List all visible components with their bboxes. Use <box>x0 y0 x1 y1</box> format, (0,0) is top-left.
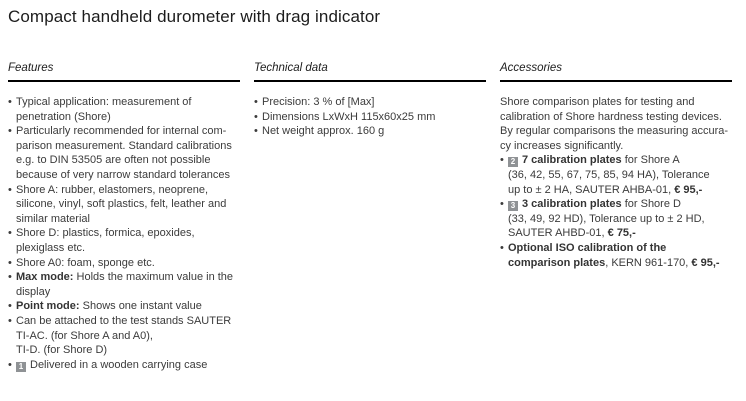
text-line <box>8 95 240 110</box>
text-line <box>500 241 732 256</box>
text-line <box>8 299 240 314</box>
text-line <box>8 139 240 154</box>
bullet-icon: • <box>8 314 12 327</box>
text-line <box>500 256 732 271</box>
text-line <box>8 358 240 373</box>
bullet-icon: • <box>8 183 12 196</box>
text-segment: Shore D: plastics, formica, epoxides, <box>16 227 195 240</box>
column-body <box>500 95 732 270</box>
bullet-icon: • <box>8 125 12 138</box>
text-segment-bold: comparison plates <box>508 256 606 269</box>
ref-number-badge-icon: 1 <box>16 362 26 372</box>
text-segment-bold: Point mode: <box>16 300 80 313</box>
bullet-icon: • <box>8 271 12 284</box>
text-line <box>500 124 732 139</box>
technical-data-column <box>254 60 486 372</box>
bullet-icon: • <box>500 154 504 167</box>
column-body <box>8 95 240 372</box>
column-body <box>254 95 486 139</box>
text-line <box>8 256 240 271</box>
bullet-icon: • <box>500 241 504 254</box>
text-segment: Shore A0: foam, sponge etc. <box>16 256 155 269</box>
text-segment-bold: Max mode: <box>16 271 74 284</box>
bullet-icon: • <box>254 110 258 123</box>
text-segment-bold: € 75,- <box>607 227 636 240</box>
bullet-icon: • <box>8 96 12 108</box>
text-segment: for Shore A <box>621 154 680 167</box>
text-line <box>500 168 732 183</box>
features-column <box>8 60 240 372</box>
text-line <box>500 197 732 212</box>
column-heading-features: Features <box>8 60 240 82</box>
text-segment-bold: 3 calibration plates <box>522 198 622 211</box>
page-title: Compact handheld durometer with drag indicator <box>8 7 381 26</box>
text-segment: silicone, vinyl, soft plastics, felt, leather and <box>16 198 227 211</box>
text-segment: because of very narrow standard tolerances <box>16 168 231 181</box>
text-segment: Net weight approx. 160 g <box>262 125 385 138</box>
text-segment: Can be attached to the test stands SAUTER <box>16 314 232 327</box>
text-segment: TI-AC. (for Shore A and A0), <box>16 329 153 342</box>
text-line <box>8 197 240 212</box>
bullet-icon: • <box>254 96 258 108</box>
text-segment: Shore A: rubber, elastomers, neoprene, <box>16 183 209 196</box>
column-heading-technical-data: Technical data <box>254 60 486 82</box>
text-segment: cy increases significantly. <box>500 139 624 152</box>
text-segment: e.g. to DIN 53505 are often not possible <box>16 154 211 167</box>
bullet-icon: • <box>8 227 12 240</box>
text-line <box>8 241 240 256</box>
text-segment: Shows one instant value <box>79 300 202 313</box>
text-line <box>500 139 732 154</box>
text-line <box>8 124 240 139</box>
text-line <box>8 168 240 183</box>
text-line <box>8 285 240 300</box>
text-segment: (33, 49, 92 HD), Tolerance up to ± 2 HD, <box>508 212 705 225</box>
text-segment: , KERN 961-170, <box>605 256 692 269</box>
text-segment: (36, 42, 55, 67, 75, 85, 94 HA), Tolerance <box>508 168 710 181</box>
text-line <box>8 226 240 241</box>
text-line <box>254 95 486 110</box>
text-segment: similar material <box>16 212 90 225</box>
text-segment-bold: € 95,- <box>691 256 720 269</box>
text-segment: parison measurement. Standard calibrations <box>16 139 232 152</box>
text-segment: for Shore D <box>621 198 681 211</box>
text-line <box>500 212 732 227</box>
bullet-icon: • <box>8 358 12 371</box>
text-line <box>8 314 240 329</box>
text-segment: Particularly recommended for internal com- <box>16 125 227 138</box>
text-segment: Typical application: measurement of <box>16 96 192 108</box>
column-heading-accessories: Accessories <box>500 60 732 82</box>
ref-number-badge-icon: 3 <box>508 201 518 211</box>
bullet-icon: • <box>254 125 258 138</box>
text-segment: Holds the maximum value in the <box>73 271 234 284</box>
text-segment: display <box>16 285 51 298</box>
bullet-icon: • <box>500 198 504 211</box>
text-line <box>254 110 486 125</box>
text-line <box>500 226 732 241</box>
accessories-column <box>500 60 732 372</box>
text-line <box>8 153 240 168</box>
text-line <box>500 183 732 198</box>
text-segment: Shore comparison plates for testing and <box>500 96 695 108</box>
ref-number-badge-icon: 2 <box>508 157 518 167</box>
bullet-icon: • <box>8 256 12 269</box>
text-segment: plexiglass etc. <box>16 241 86 254</box>
text-line <box>8 212 240 227</box>
text-segment: Dimensions LxWxH 115x60x25 mm <box>262 110 436 123</box>
text-segment: TI-D. (for Shore D) <box>16 344 108 357</box>
text-segment: Delivered in a wooden carrying case <box>30 358 208 371</box>
text-segment: up to ± 2 HA, SAUTER AHBA-01, <box>508 183 675 196</box>
text-line <box>500 95 732 110</box>
text-segment-bold: € 95,- <box>674 183 703 196</box>
text-line <box>254 124 486 139</box>
text-line <box>8 343 240 358</box>
text-line <box>8 110 240 125</box>
bullet-icon: • <box>8 300 12 313</box>
text-segment-bold: 7 calibration plates <box>522 154 622 167</box>
text-line <box>500 110 732 125</box>
text-line <box>8 270 240 285</box>
text-line <box>8 329 240 344</box>
columns-container <box>8 60 732 372</box>
text-segment: Precision: 3 % of [Max] <box>262 96 375 108</box>
text-line <box>8 183 240 198</box>
text-segment: SAUTER AHBD-01, <box>508 227 608 240</box>
text-segment-bold: Optional ISO calibration of the <box>508 241 667 254</box>
text-line <box>500 153 732 168</box>
text-segment: calibration of Shore hardness testing devices. <box>500 110 722 123</box>
text-segment: penetration (Shore) <box>16 110 111 123</box>
text-segment: By regular comparisons the measuring accura- <box>500 125 729 138</box>
